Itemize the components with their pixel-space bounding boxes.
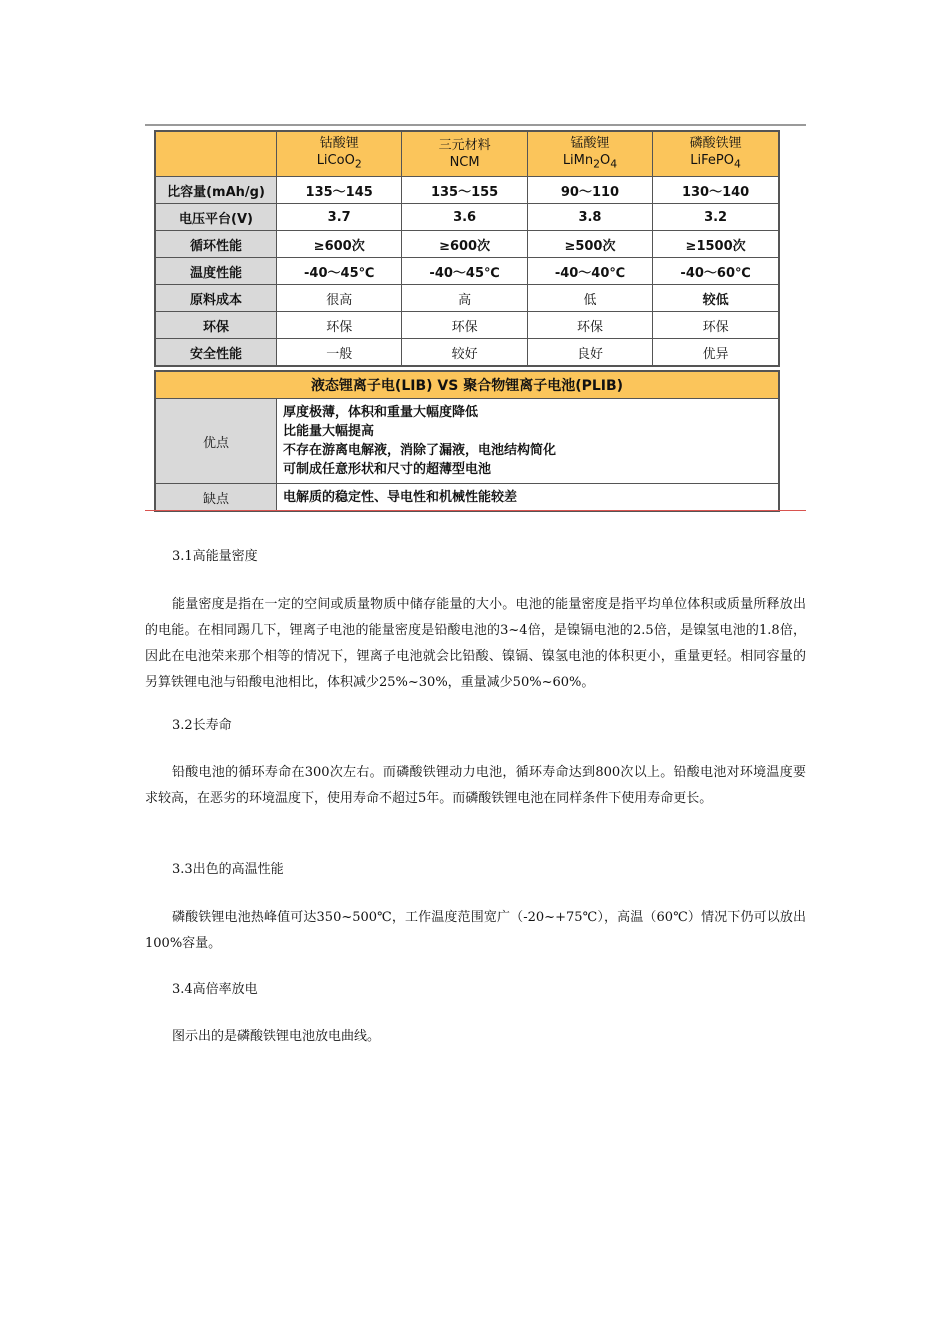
table-cell: -40～45℃: [277, 258, 402, 285]
header-corner: [155, 131, 277, 177]
section-heading-3-1: 3.1高能量密度: [172, 549, 258, 564]
battery-comparison-table: [154, 130, 780, 367]
table-cell: 130～140: [653, 177, 779, 204]
header-limn2o4: [527, 131, 652, 177]
header-name: 三元材料: [438, 138, 491, 153]
table-cell: 良好: [527, 339, 652, 367]
table-cell: 优异: [653, 339, 779, 367]
table-row: [155, 285, 779, 312]
table-cell: 低: [527, 285, 652, 312]
table-cell: ≥600次: [402, 231, 527, 258]
section-body-3-4: [145, 1024, 806, 1050]
paragraph: 磷酸铁锂电池热峰值可达350~500℃，工作温度范围宽广（-20~+75℃），高温（60℃）情况下仍可以放出100%容量。: [145, 910, 806, 951]
header-formula: LiFePO$_4$: [690, 153, 741, 171]
table-cell: 很高: [277, 285, 402, 312]
top-divider: [145, 124, 806, 126]
row-label: 比容量(mAh/g): [155, 177, 277, 204]
header-name: 锰酸锂: [570, 136, 610, 152]
list-item: 可制成任意形状和尺寸的超薄型电池: [283, 462, 492, 477]
header-ncm: [402, 131, 527, 177]
disadvantages-text: 电解质的稳定性、导电性和机械性能较差: [277, 484, 780, 512]
table-header-row: [155, 131, 779, 177]
header-formula: $LiMn_2O_4$: [562, 153, 618, 171]
section-heading-3-2: 3.2长寿命: [172, 718, 232, 733]
table-cell: 环保: [402, 312, 527, 339]
list-item: 厚度极薄，体积和重量大幅度降低: [283, 405, 479, 420]
list-item: 不存在游离电解液，消除了漏液，电池结构简化: [283, 443, 557, 458]
table-cell: -40～60℃: [653, 258, 779, 285]
header-name: 磷酸铁锂: [689, 136, 742, 152]
table-row: [155, 258, 779, 285]
header-licoo2: [277, 131, 402, 177]
table-cell: 较低: [653, 285, 779, 312]
table-row: [155, 339, 779, 367]
table-cell: -40～40℃: [527, 258, 652, 285]
table-row: [155, 231, 779, 258]
section-heading-3-4: 3.4高倍率放电: [172, 982, 258, 997]
advantages-label: 优点: [155, 399, 277, 484]
table-cell: ≥600次: [277, 231, 402, 258]
table-cell: 3.8: [527, 204, 652, 231]
row-label: 原料成本: [155, 285, 277, 312]
table-title-row: [155, 371, 779, 399]
advantages-list: [277, 399, 780, 484]
table-cell: 环保: [527, 312, 652, 339]
table-row: [155, 204, 779, 231]
table-cell: 135～145: [277, 177, 402, 204]
paragraph: 图示出的是磷酸铁锂电池放电曲线。: [172, 1029, 381, 1044]
table-title: 液态锂离子电(LIB) VS 聚合物锂离子电池(PLIB): [155, 371, 779, 399]
table-cell: ≥1500次: [653, 231, 779, 258]
header-formula: NCM: [449, 155, 480, 170]
table-cell: 3.7: [277, 204, 402, 231]
table-cell: 一般: [277, 339, 402, 367]
bottom-divider: [145, 510, 806, 511]
list-item: 比能量大幅提高: [283, 424, 375, 439]
table-cell: ≥500次: [527, 231, 652, 258]
row-label: 安全性能: [155, 339, 277, 367]
table-cell: 3.2: [653, 204, 779, 231]
advantages-row: [155, 399, 779, 484]
row-label: 环保: [155, 312, 277, 339]
table-cell: 环保: [277, 312, 402, 339]
lib-vs-plib-table: [154, 370, 780, 512]
paragraph: 铅酸电池的循环寿命在300次左右。而磷酸铁锂动力电池，循环寿命达到800次以上。铅酸电池对环境温度要求较高，在恶劣的环境温度下，使用寿命不超过5年。而磷酸铁锂电池在同样条件下使用寿命更长。: [145, 765, 806, 806]
disadvantages-label: 缺点: [155, 484, 277, 512]
table-cell: 高: [402, 285, 527, 312]
section-heading-3-3: 3.3出色的高温性能: [172, 862, 284, 877]
paragraph: 能量密度是指在一定的空间或质量物质中储存能量的大小。电池的能量密度是指平均单位体积或质量所释放出的电能。在相同踢几下，锂离子电池的能量密度是铅酸电池的3~4倍，是镍镉电池的2.5倍，是镍氢电池的1.8倍，因此在电池荣来那个相等的情况下，锂离子电池就会比铅酸、镍镉、镍氢电池的体积更小，重量更轻。相同容量的另算铁锂电池与铅酸电池相比，体积减少25%~30%，重量减少50%~60%。: [145, 597, 806, 690]
table-cell: 较好: [402, 339, 527, 367]
section-body-3-3: [145, 905, 806, 957]
table-row: [155, 312, 779, 339]
disadvantages-row: [155, 484, 779, 512]
table-cell: 135～155: [402, 177, 527, 204]
section-body-3-1: [145, 592, 806, 696]
table-row: [155, 177, 779, 204]
header-lifepo4: [653, 131, 779, 177]
table-cell: 环保: [653, 312, 779, 339]
header-name: 钴酸锂: [319, 136, 359, 152]
table-cell: 90～110: [527, 177, 652, 204]
row-label: 循环性能: [155, 231, 277, 258]
table-cell: 3.6: [402, 204, 527, 231]
section-body-3-2: [145, 760, 806, 812]
table-cell: -40～45℃: [402, 258, 527, 285]
row-label: 电压平台(V): [155, 204, 277, 231]
row-label: 温度性能: [155, 258, 277, 285]
header-formula: LiCoO$_2$: [316, 153, 362, 171]
